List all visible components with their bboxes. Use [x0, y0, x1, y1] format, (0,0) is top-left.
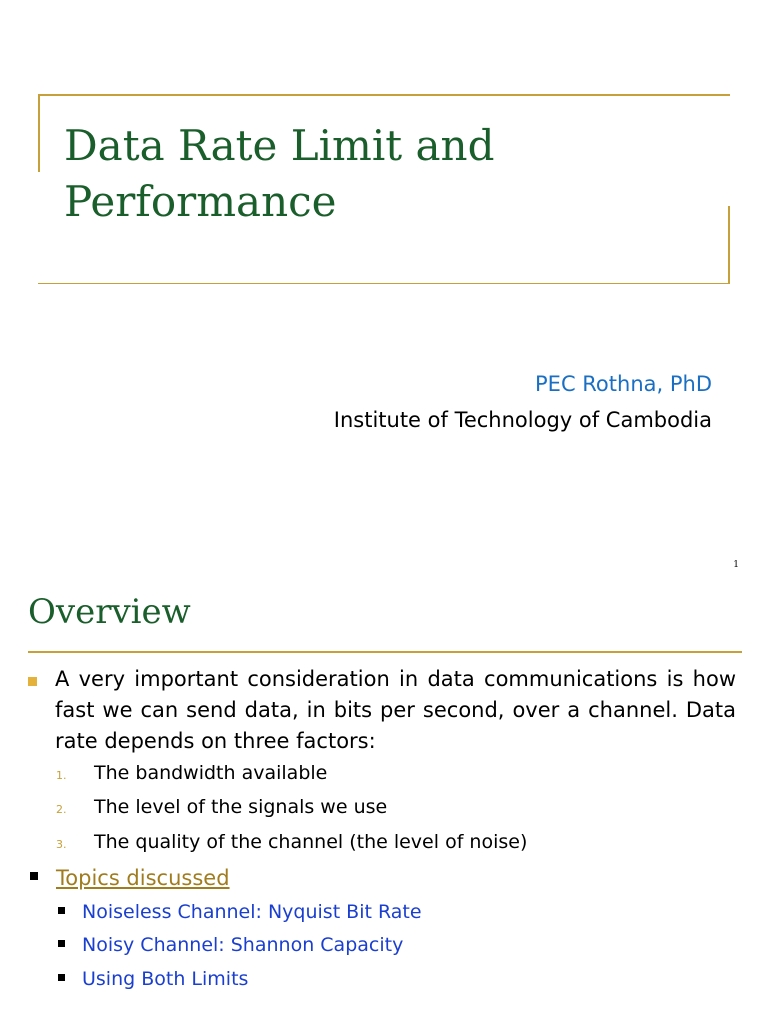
factor-item-1: [56, 762, 756, 784]
small-square-bullet-icon: [58, 974, 65, 981]
topic-item-3: [58, 968, 248, 990]
overview-divider: [28, 651, 742, 653]
topic-item-1: [58, 901, 422, 923]
main-bullet-text: A very important consideration in data communications is how fast we can send data, in bits per second, over a channel. Data rate depends on three factors:: [55, 667, 736, 753]
author-name: PEC Rothna, PhD: [535, 372, 712, 396]
factor-number: 1.: [56, 769, 67, 782]
topic-text: Using Both Limits: [82, 968, 249, 990]
institute-name: Institute of Technology of Cambodia: [333, 408, 712, 432]
factor-text: The bandwidth available: [94, 762, 328, 784]
topic-text: Noiseless Channel: Nyquist Bit Rate: [82, 901, 422, 923]
title-frame-right-rule: [728, 206, 730, 284]
title-frame-top-rule: [38, 94, 730, 96]
page-number: 1: [733, 560, 739, 570]
slide-title: Data Rate Limit and Performance: [64, 121, 495, 226]
gold-square-bullet-icon: [28, 677, 37, 686]
topic-item-2: [58, 934, 403, 956]
topic-text: Noisy Channel: Shannon Capacity: [82, 934, 404, 956]
title-frame-left-rule: [38, 94, 40, 172]
factor-text: The quality of the channel (the level of noise): [94, 831, 528, 853]
small-square-bullet-icon: [58, 940, 65, 947]
topics-discussed-link[interactable]: Topics discussed: [56, 866, 230, 890]
factor-text: The level of the signals we use: [94, 796, 388, 818]
topics-bullet: [30, 866, 230, 890]
black-square-bullet-icon: [30, 872, 38, 880]
factor-number: 2.: [56, 803, 67, 816]
overview-title: Overview: [28, 592, 191, 632]
factor-item-2: [56, 796, 756, 818]
title-frame-bottom-rule: [38, 283, 730, 284]
factor-number: 3.: [56, 838, 67, 851]
main-bullet: [28, 664, 736, 757]
factor-item-3: [56, 831, 756, 853]
small-square-bullet-icon: [58, 907, 65, 914]
